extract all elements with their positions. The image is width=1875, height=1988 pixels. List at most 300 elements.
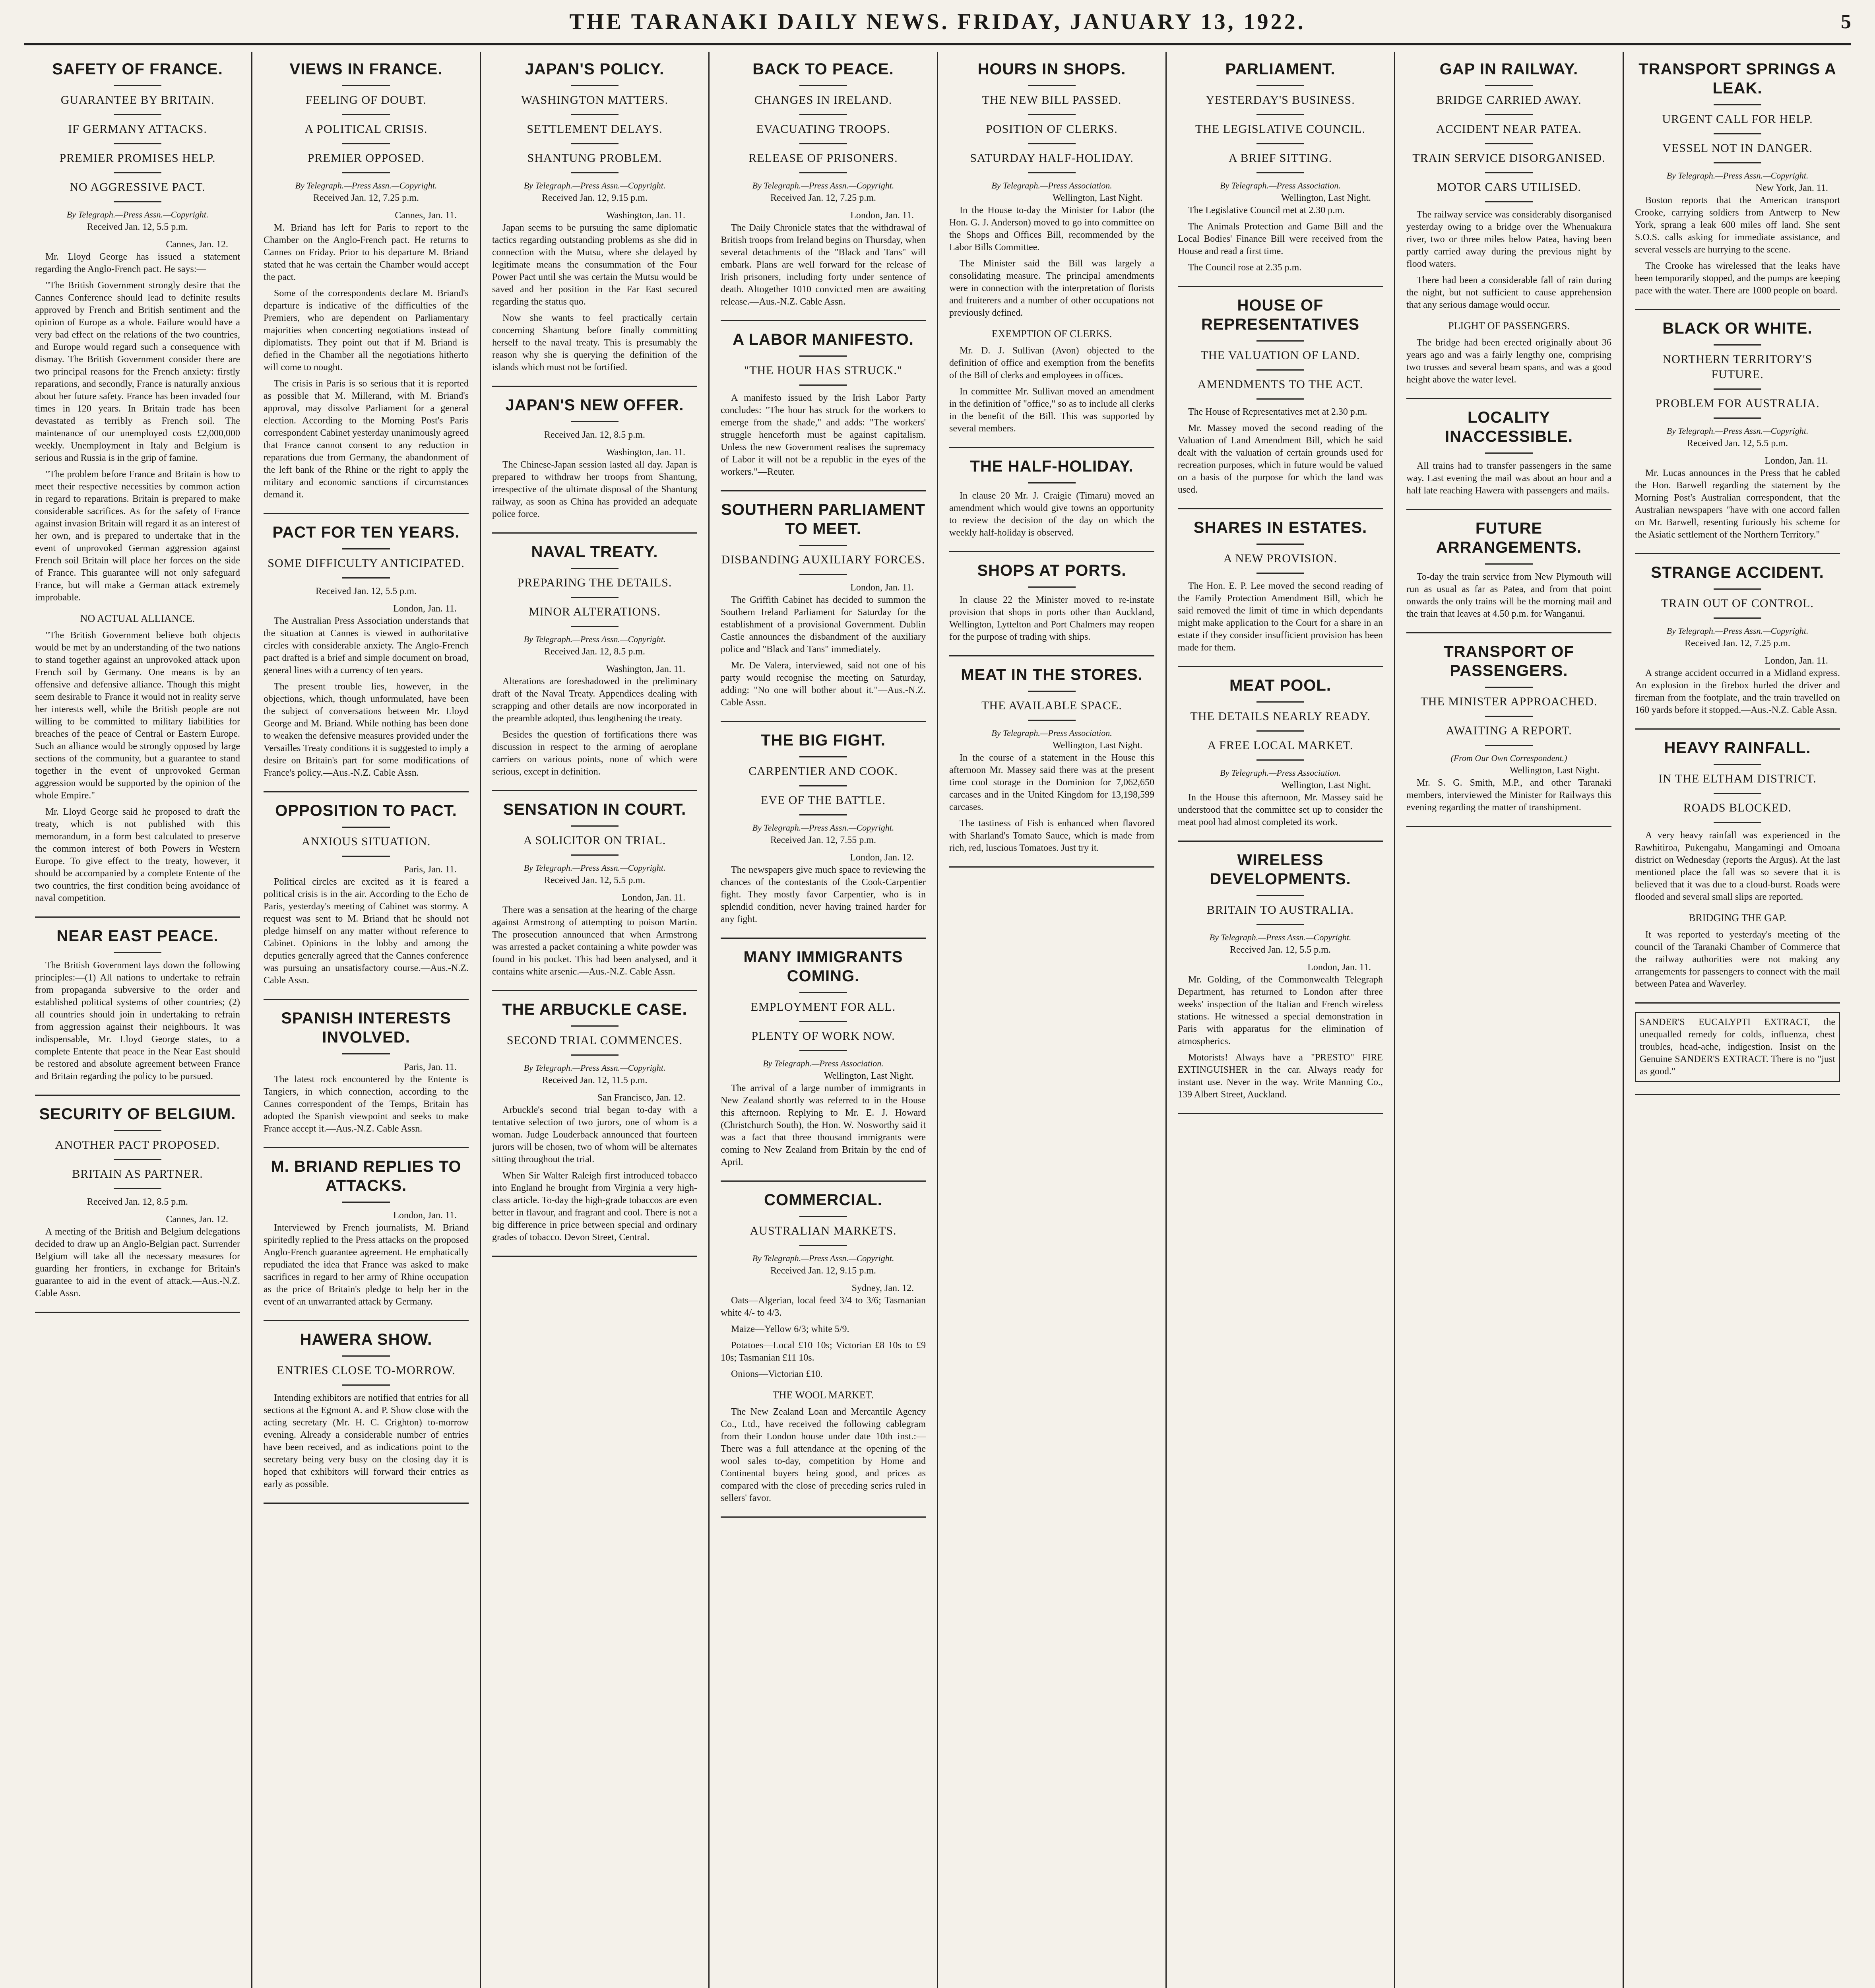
article xyxy=(264,1330,469,1491)
paragraph: The tastiness of Fish is enhanced when flavored with Sharland's Tomato Sauce, which is made from rich, red, luscious Tomatoes. Just try it. xyxy=(949,818,1154,853)
paragraph: In committee Mr. Sullivan moved an amendment in the definition of "office," so as to include all clerks in the benefit of the Bill. This was supported by several members. xyxy=(949,386,1154,434)
paragraph: Mr. Lucas announces in the Press that he cabled the Hon. Barwell regarding the statement by the Morning Post's Australian correspondent, that the Australian newspapers "have with one accord fallen on Mr. Barwell, resenting furiously his scheme for the Asiatic settlement of the Northern Territory." xyxy=(1635,468,1840,540)
headline-rule xyxy=(799,85,847,86)
article xyxy=(1635,60,1840,297)
subheading: SHANTUNG PROBLEM. xyxy=(527,151,662,165)
article-body xyxy=(1178,974,1383,1101)
byline: By Telegraph.—Press Assn.—Copyright. xyxy=(524,863,666,873)
column xyxy=(938,52,1167,1988)
subheading-rule xyxy=(1714,162,1761,163)
dateline: Wellington, Last Night. xyxy=(1052,193,1142,203)
headline-rule xyxy=(799,545,847,546)
headline: THE HALF-HOLIDAY. xyxy=(970,458,1134,475)
article-body xyxy=(264,1074,469,1135)
subheading: A POLITICAL CRISIS. xyxy=(304,122,428,136)
subheading: AWAITING A REPORT. xyxy=(1446,724,1572,737)
article-divider xyxy=(949,551,1154,552)
received-time: Received Jan. 12, 7.25 p.m. xyxy=(1685,638,1790,648)
article xyxy=(1178,676,1383,829)
paragraph: Potatoes—Local £10 10s; Victorian £8 10s to £9 10s; Tasmanian £11 10s. xyxy=(721,1340,926,1363)
subheading: SECOND TRIAL COMMENCES. xyxy=(506,1034,683,1047)
subheading-rule xyxy=(799,814,847,815)
article-body xyxy=(721,222,926,308)
received-time: Received Jan. 12, 5.5 p.m. xyxy=(87,222,188,232)
dateline: London, Jan. 11. xyxy=(850,210,914,221)
subheading-rule xyxy=(1485,172,1533,173)
column xyxy=(710,52,938,1988)
paragraph: Mr. S. G. Smith, M.P., and other Taranaki members, interviewed the Minister for Railways this evening regarding the matter of transhipment. xyxy=(1406,778,1611,813)
paragraph: The New Zealand Loan and Mercantile Agency Co., Ltd., have received the following cablegram from their London house under date 10th inst.:—There was a full attendance at the opening of the wool sales to-day, competition by Home and Continental buyers being good, and prices as compared with the close of preceding series ruled in sellers' favor. xyxy=(721,1407,926,1503)
byline: By Telegraph.—Press Assn.—Copyright. xyxy=(295,181,437,190)
subheading-rule xyxy=(342,172,390,173)
article xyxy=(949,561,1154,643)
paragraph: Oats—Algerian, local feed 3/4 to 3/6; Tasmanian white 4/- to 4/3. xyxy=(721,1295,926,1318)
headline-rule xyxy=(571,1025,619,1027)
article-body xyxy=(1635,667,1840,716)
dateline: Wellington, Last Night. xyxy=(824,1071,914,1081)
dateline: London, Jan. 11. xyxy=(393,604,457,614)
subheading: PROBLEM FOR AUSTRALIA. xyxy=(1655,397,1820,410)
paragraph: M. Briand has left for Paris to report to the Chamber on the Anglo-French pact. He returns to Cannes on Friday. Prior to his departure M. Briand stated that he was certain the Chamber would accept the pact. xyxy=(264,223,469,282)
received-time: Received Jan. 12, 8.5 p.m. xyxy=(544,646,645,657)
headline: OPPOSITION TO PACT. xyxy=(275,802,457,819)
article xyxy=(492,1000,697,1244)
subheading-rule xyxy=(1714,793,1761,794)
subheading-rule xyxy=(1256,369,1304,371)
byline: By Telegraph.—Press Assn.—Copyright. xyxy=(752,823,894,833)
subheading: ANXIOUS SITUATION. xyxy=(301,835,431,848)
headline: JAPAN'S NEW OFFER. xyxy=(505,396,684,414)
subheading: A BRIEF SITTING. xyxy=(1228,151,1332,165)
subheading-rule xyxy=(1485,143,1533,144)
subheading-rule xyxy=(799,384,847,386)
article-divider xyxy=(492,790,697,791)
masthead-rule xyxy=(24,43,1851,45)
paragraph: Mr. D. J. Sullivan (Avon) objected to the definition of office and exemption from the benefits of the Bill of clerks and employees in offices. xyxy=(949,346,1154,381)
subheading-rule xyxy=(799,143,847,144)
byline: By Telegraph.—Press Assn.—Copyright. xyxy=(1666,626,1809,636)
article-divider xyxy=(264,791,469,792)
headline: TRANSPORT OF PASSENGERS. xyxy=(1444,643,1574,679)
received-time: Received Jan. 12, 5.5 p.m. xyxy=(1230,945,1331,955)
article xyxy=(721,500,926,709)
headline: A LABOR MANIFESTO. xyxy=(733,331,914,348)
article-body xyxy=(35,251,240,604)
paragraph: Alterations are foreshadowed in the preliminary draft of the Naval Treaty. Appendices dealing with scrapping and other details are now incorporated in the preamble adopted, thus lengthening the treaty. xyxy=(492,676,697,724)
paragraph: The Minister said the Bill was largely a consolidating measure. The principal amendments were in connection with the interpretation of florists and fruiterers and a number of other occupations not previously defined. xyxy=(949,258,1154,318)
byline: By Telegraph.—Press Association. xyxy=(991,728,1112,738)
subheading-rule xyxy=(342,577,390,579)
article-body xyxy=(949,204,1154,319)
paragraph: The British Government lays down the following principles:—(1) All nations to undertake to refrain from propaganda subversive to the order and established political systems of other countries; (2) all countries should join in undertaking to refrain from aggression against their neighbours. It was indispensable, Mr. Lloyd George states, to a complete Entente that peace in the Near East should be restored and absolute agreement between France and Britain regarding the policy to be pursued. xyxy=(35,960,240,1081)
subheading: CARPENTIER AND COOK. xyxy=(748,765,898,778)
article-divider xyxy=(264,1320,469,1321)
article xyxy=(1406,408,1611,497)
dateline: Wellington, Last Night. xyxy=(1509,765,1600,776)
subheading-rule xyxy=(1256,172,1304,173)
subheading: THE AVAILABLE SPACE. xyxy=(981,699,1122,712)
section-heading: THE WOOL MARKET. xyxy=(772,1389,874,1401)
headline: SECURITY OF BELGIUM. xyxy=(39,1105,236,1123)
article-body xyxy=(1178,204,1383,274)
article-body xyxy=(1406,209,1611,311)
headline-rule xyxy=(1028,691,1076,692)
paragraph: It was reported to yesterday's meeting of the council of the Taranaki Chamber of Commerce that the railway authorities were not making any arrangements for passengers to connect with the mail between Patea and Waverley. xyxy=(1635,930,1840,989)
received-time: Received Jan. 12, 7.55 p.m. xyxy=(770,835,876,845)
byline: By Telegraph.—Press Assn.—Copyright. xyxy=(752,1253,894,1263)
article-divider xyxy=(949,655,1154,656)
article xyxy=(1406,519,1611,620)
subheading: ROADS BLOCKED. xyxy=(1683,801,1792,814)
article-divider xyxy=(264,513,469,514)
article xyxy=(1406,642,1611,814)
subheading: IF GERMANY ATTACKS. xyxy=(68,122,207,136)
dateline: London, Jan. 11. xyxy=(850,582,914,593)
column xyxy=(481,52,710,1988)
article-divider xyxy=(1406,632,1611,633)
subheading: EVACUATING TROOPS. xyxy=(756,122,890,136)
dateline: Wellington, Last Night. xyxy=(1052,740,1142,751)
headline-rule xyxy=(1485,687,1533,688)
article xyxy=(949,665,1154,854)
byline: By Telegraph.—Press Assn.—Copyright. xyxy=(1209,932,1351,942)
article xyxy=(1635,563,1840,716)
paragraph: A meeting of the British and Belgium delegations decided to draw up an Anglo-Belgian pact. Surrender Belgium will take all the necessary measures for guarding her frontiers, in exchange for Britain's guarantee to aid in the event of attack.—Aus.-N.Z. Cable Assn. xyxy=(35,1227,240,1299)
subheading-rule xyxy=(114,1159,161,1160)
article-body xyxy=(35,1226,240,1300)
subheading: A SOLICITOR ON TRIAL. xyxy=(523,834,666,847)
headline-rule xyxy=(1714,588,1761,590)
subheading: SETTLEMENT DELAYS. xyxy=(527,122,663,136)
subheading: DISBANDING AUXILIARY FORCES. xyxy=(721,553,925,566)
page-number: 5 xyxy=(1841,10,1851,33)
headline-rule xyxy=(1256,544,1304,545)
headline-rule xyxy=(799,1216,847,1217)
article xyxy=(721,947,926,1169)
subheading: BRITAIN AS PARTNER. xyxy=(72,1167,203,1180)
subheading-rule xyxy=(1256,730,1304,732)
article-body xyxy=(949,594,1154,643)
paragraph: When Sir Walter Raleigh first introduced tobacco into England he brought from Virginia a very high-class article. To-day the high-grade tobaccos are even better in flavour, and fragrant and cool. There is not a big difference in price between special and ordinary grades of tobacco. Devon Street, Central. xyxy=(492,1171,697,1242)
received-time: Received Jan. 12, 5.5 p.m. xyxy=(544,875,645,885)
article-body xyxy=(1178,406,1383,496)
section-heading: EXEMPTION OF CLERKS. xyxy=(991,328,1112,340)
dateline: Cannes, Jan. 12. xyxy=(166,239,228,250)
paragraph: In the course of a statement in the House this afternoon Mr. Massey said there was at the present time cool storage in the Dominion for 7,062,650 carcases and in the United Kingdom for 13,198,599 carcases. xyxy=(949,753,1154,812)
headline-rule xyxy=(342,1202,390,1203)
received-time: Received Jan. 12, 9.15 p.m. xyxy=(542,193,648,203)
subheading-rule xyxy=(571,597,619,598)
byline: By Telegraph.—Press Assn.—Copyright. xyxy=(1666,171,1809,181)
paragraph: A manifesto issued by the Irish Labor Party concludes: "The hour has struck for the workers to emerge from the shade," and adds: "The workers' struggle henceforth must be against capitalism. Unless the new Government realises the supremacy of Labor it will not be a republic in the eyes of the workers."—Reuter. xyxy=(721,393,926,477)
dateline: Paris, Jan. 11. xyxy=(403,864,457,875)
paragraph: In clause 22 the Minister moved to re-instate provision that shops in ports other than Auckland, Wellington, Lyttelton and Port Chalmers may reopen for the purpose of trading with ships. xyxy=(949,595,1154,642)
paragraph: In the House this afternoon, Mr. Massey said he understood that the committee set up to consider the meat pool had almost completed its work. xyxy=(1178,792,1383,827)
paragraph: Motorists! Always have a "PRESTO" FIRE EXTINGUISHER in the car. Always ready for instant use. Never in the way. Write Manning Co., 139 Albert Street, Auckland. xyxy=(1178,1052,1383,1100)
paragraph: Mr. Lloyd George said he proposed to draft the treaty, which is not published with this memorandum, in a form best calculated to preserve the common interest of both Powers in Western Europe. To give effect to the treaty, however, it should be accompanied by a complete Entente of the two countries, the first condition being avoidance of naval competition. xyxy=(35,807,240,903)
dateline: Paris, Jan. 11. xyxy=(403,1062,457,1072)
subheading: MOTOR CARS UTILISED. xyxy=(1437,181,1581,194)
paragraph: "The British Government strongly desire that the Cannes Conference should lead to definite results approved by French and British sentiment and the opinion of Europe as a whole. Failure would have a very bad effect on the relations of the two countries, and Europe would regard such a consequence with dismay. The British Government consider there are two principal reasons for the French anxiety: firstly reparations, and secondly, France is naturally anxious about her future safety. France has been invaded four times in 120 years. In Britain trade has been devastated as terribly as French soil. The maintenance of our unemployed costs £2,000,000 weekly. Unemployment in Italy and Belgium is serious and Russia is in the grip of famine. xyxy=(35,280,240,463)
article-divider xyxy=(264,1147,469,1148)
subheading-rule xyxy=(1256,924,1304,925)
paragraph: Mr. Massey moved the second reading of the Valuation of Land Amendment Bill, which he said dealt with the valuation of certain grounds used for recreation purposes, which in future would be valued on a basis of the purpose for which the land was used. xyxy=(1178,423,1383,495)
article-divider xyxy=(35,1095,240,1096)
dateline: Washington, Jan. 11. xyxy=(606,447,685,458)
article xyxy=(35,1105,240,1300)
article-body xyxy=(949,752,1154,854)
article-body xyxy=(35,629,240,905)
subheading: TRAIN SERVICE DISORGANISED. xyxy=(1412,151,1605,165)
subheading: PREPARING THE DETAILS. xyxy=(517,576,672,589)
headline: THE BIG FIGHT. xyxy=(761,732,886,749)
article-body xyxy=(1635,194,1840,297)
article-divider xyxy=(492,1256,697,1257)
subheading: THE VALUATION OF LAND. xyxy=(1200,349,1360,362)
paragraph: The newspapers give much space to reviewing the chances of the contestants of the Cook-Carpentier fight. They mostly favor Carpentier, who is in splendid condition, never having trained harder for any fight. xyxy=(721,865,926,924)
dateline: Washington, Jan. 11. xyxy=(606,210,685,221)
headline-rule xyxy=(1485,452,1533,454)
article-body xyxy=(721,1082,926,1169)
headline: MEAT POOL. xyxy=(1229,677,1331,694)
article-divider xyxy=(1635,309,1840,310)
article-body xyxy=(264,1222,469,1308)
received-time: Received Jan. 12, 5.5 p.m. xyxy=(1687,438,1788,448)
byline: By Telegraph.—Press Assn.—Copyright. xyxy=(524,634,666,644)
headline-rule xyxy=(1714,344,1761,346)
paragraph: Now she wants to feel practically certain concerning Shantung before finally committing herself to the naval treaty. This is presumably the reason why she is querying the definition of the islands which must not be fortified. xyxy=(492,313,697,373)
subheading-rule xyxy=(799,1245,847,1246)
subheading-rule xyxy=(799,1021,847,1022)
article xyxy=(1178,60,1383,274)
article xyxy=(35,926,240,1083)
dateline: Washington, Jan. 11. xyxy=(606,664,685,674)
column xyxy=(1624,52,1851,1988)
article-divider xyxy=(1635,1094,1840,1095)
article xyxy=(949,457,1154,539)
subheading-rule xyxy=(1256,398,1304,400)
subheading-rule xyxy=(1714,617,1761,619)
article-body xyxy=(1406,777,1611,814)
article xyxy=(1178,296,1383,496)
article-divider xyxy=(1635,728,1840,730)
headline-rule xyxy=(1256,340,1304,342)
subheading: EMPLOYMENT FOR ALL. xyxy=(750,1000,896,1013)
subheading: THE DETAILS NEARLY READY. xyxy=(1190,710,1371,723)
byline: By Telegraph.—Press Assn.—Copyright. xyxy=(524,1063,666,1073)
article-body xyxy=(721,1295,926,1380)
dateline: London, Jan. 11. xyxy=(1764,656,1828,666)
subheading: A NEW PROVISION. xyxy=(1223,552,1338,565)
subheading: MINOR ALTERATIONS. xyxy=(529,605,661,618)
headline: THE ARBUCKLE CASE. xyxy=(502,1001,687,1018)
headline-rule xyxy=(1256,701,1304,703)
headline: WIRELESS DEVELOPMENTS. xyxy=(1210,851,1351,888)
headline-rule xyxy=(571,825,619,827)
subheading-rule xyxy=(1256,573,1304,574)
subheading-rule xyxy=(114,1188,161,1189)
article-body xyxy=(264,615,469,779)
paragraph: The Griffith Cabinet has decided to summon the Southern Ireland Parliament for Saturday for the establishment of a provisional Government. Dublin Castle announces the disbandment of the auxiliary police and "Black and Tans" immediately. xyxy=(721,595,926,654)
article-divider xyxy=(1178,666,1383,667)
article-body xyxy=(1635,829,1840,903)
article-body xyxy=(1635,467,1840,541)
subheading: THE NEW BILL PASSED. xyxy=(982,93,1122,107)
received-time: Received Jan. 12, 8.5 p.m. xyxy=(87,1197,188,1207)
subheading: BRITAIN TO AUSTRALIA. xyxy=(1207,903,1354,916)
article-divider xyxy=(35,916,240,918)
byline: By Telegraph.—Press Assn.—Copyright. xyxy=(66,210,209,219)
subheading: THE MINISTER APPROACHED. xyxy=(1420,695,1598,708)
article-divider xyxy=(949,447,1154,448)
headline: MEAT IN THE STORES. xyxy=(961,666,1143,683)
subheading-rule xyxy=(114,201,161,202)
subheading-rule xyxy=(1028,114,1076,115)
paragraph: A strange accident occurred in a Midland express. An explosion in the firebox hurled the driver and fireman from the footplate, and the train travelled on 160 yards before it stopped.—Aus.-N.Z. Cable Assn. xyxy=(1635,668,1840,715)
headline-rule xyxy=(799,355,847,357)
headline-rule xyxy=(1714,764,1761,765)
column xyxy=(24,52,252,1988)
columns-container xyxy=(24,52,1851,1988)
paragraph: The present trouble lies, however, in the objections, which, though unformulated, have been the subject of conversations between Mr. Lloyd George and M. Briand. While nothing has been done to weaken the defensive measures provided under the Versailles Treaty conditions it is suggested to imply a desire on Britain's part for some modifications of France's policy.—Aus.-N.Z. Cable Assn. xyxy=(264,681,469,778)
subheading-rule xyxy=(571,172,619,173)
dateline: Sydney, Jan. 12. xyxy=(851,1283,914,1293)
subheading-rule xyxy=(799,1050,847,1051)
subheading: A FREE LOCAL MARKET. xyxy=(1207,739,1353,752)
headline: COMMERCIAL. xyxy=(764,1191,882,1209)
subheading: "THE HOUR HAS STRUCK." xyxy=(744,364,903,377)
article-body xyxy=(492,904,697,978)
section-heading: BRIDGING THE GAP. xyxy=(1689,912,1786,924)
received-time: Received Jan. 12, 8.5 p.m. xyxy=(544,430,645,440)
dateline: Wellington, Last Night. xyxy=(1281,780,1371,790)
subheading-rule xyxy=(342,143,390,144)
subheading: CHANGES IN IRELAND. xyxy=(754,93,892,107)
subheading-rule xyxy=(114,143,161,144)
subheading: AUSTRALIAN MARKETS. xyxy=(750,1224,897,1237)
article-body xyxy=(721,594,926,709)
paragraph: The bridge had been erected originally about 36 years ago and was a fairly lengthy one, comprising two trusses and several beam spans, and was a good height above the water level. xyxy=(1406,338,1611,385)
subheading-rule xyxy=(1714,417,1761,419)
subheading-rule xyxy=(1485,114,1533,115)
headline: SHARES IN ESTATES. xyxy=(1193,519,1367,536)
subheading: POSITION OF CLERKS. xyxy=(986,122,1118,136)
received-time: Received Jan. 12, 5.5 p.m. xyxy=(316,586,417,596)
article-divider xyxy=(1406,826,1611,827)
subheading-rule xyxy=(114,114,161,115)
article-divider xyxy=(1178,286,1383,287)
headline-rule xyxy=(1256,895,1304,896)
headline: SOUTHERN PARLIAMENT TO MEET. xyxy=(721,501,925,538)
headline: NEAR EAST PEACE. xyxy=(56,927,219,945)
subheading: PREMIER PROMISES HELP. xyxy=(59,151,216,165)
article-divider xyxy=(1406,398,1611,399)
paragraph: Mr. Lloyd George has issued a statement regarding the Anglo-French pact. He says:— xyxy=(35,252,240,274)
subheading: PREMIER OPPOSED. xyxy=(307,151,425,165)
article xyxy=(949,60,1154,435)
article-body xyxy=(264,222,469,501)
headline-rule xyxy=(1256,85,1304,86)
article-body xyxy=(1178,580,1383,654)
byline: By Telegraph.—Press Association. xyxy=(991,181,1112,190)
article-divider xyxy=(35,1312,240,1313)
dateline: Cannes, Jan. 12. xyxy=(166,1214,228,1225)
article xyxy=(1635,1012,1840,1082)
article-body xyxy=(721,864,926,926)
subheading: TRAIN OUT OF CONTROL. xyxy=(1661,597,1814,610)
masthead-title: THE TARANAKI DAILY NEWS. FRIDAY, JANUARY 13, 1922. xyxy=(569,10,1306,34)
subheading-rule xyxy=(571,854,619,856)
dateline: London, Jan. 11. xyxy=(1764,456,1828,466)
headline-rule xyxy=(571,568,619,569)
headline-rule xyxy=(571,85,619,86)
dateline: Cannes, Jan. 11. xyxy=(395,210,457,221)
headline-rule xyxy=(342,1053,390,1054)
article xyxy=(721,1190,926,1505)
subheading-rule xyxy=(799,114,847,115)
article-divider xyxy=(721,1516,926,1518)
headline-rule xyxy=(1485,85,1533,86)
article-divider xyxy=(721,938,926,939)
subheading: ACCIDENT NEAR PATEA. xyxy=(1436,122,1582,136)
subheading-rule xyxy=(799,172,847,173)
headline: TRANSPORT SPRINGS A LEAK. xyxy=(1638,60,1836,97)
headline-rule xyxy=(1714,104,1761,105)
headline-rule xyxy=(114,85,161,86)
headline-rule xyxy=(799,992,847,993)
subheading: WASHINGTON MATTERS. xyxy=(521,93,669,107)
received-time: Received Jan. 12, 7.25 p.m. xyxy=(770,193,876,203)
article xyxy=(1635,738,1840,990)
headline-rule xyxy=(342,85,390,86)
article-divider xyxy=(1178,841,1383,842)
subheading-rule xyxy=(799,785,847,786)
headline-rule xyxy=(342,1355,390,1357)
paragraph: The House of Representatives met at 2.30 p.m. xyxy=(1188,407,1367,417)
subheading: RELEASE OF PRISONERS. xyxy=(748,151,898,165)
headline: SENSATION IN COURT. xyxy=(503,801,686,818)
article-body xyxy=(1406,571,1611,620)
byline: By Telegraph.—Press Assn.—Copyright. xyxy=(752,181,894,190)
section-heading: NO ACTUAL ALLIANCE. xyxy=(80,613,195,624)
article-divider xyxy=(492,990,697,991)
paragraph: In clause 20 Mr. J. Craigie (Timaru) moved an amendment which would give towns an opportunity to review the decision of the day on which the weekly half-holiday is observed. xyxy=(949,491,1154,538)
paragraph: Interviewed by French journalists, M. Briand spiritedly replied to the Press attacks on the proposed Anglo-French guarantee agreement. He emphatically repudiated the idea that France was asked to make sacrifices in regard to her army of Rhine occupation as the price of Britain's pledge to help her in the event of an unwarranted attack by Germany. xyxy=(264,1223,469,1307)
byline: By Telegraph.—Press Association. xyxy=(1220,181,1341,190)
headline-rule xyxy=(1028,586,1076,588)
subheading-rule xyxy=(342,856,390,857)
paragraph: The Daily Chronicle states that the withdrawal of British troops from Ireland begins on Thursday, when several detachments of the "Black and Tans" will embark. Plans are well forward for the release of Irish prisoners, including forty under sentence of death. Altogether 1010 convicted men are awaiting release.—Aus.-N.Z. Cable Assn. xyxy=(721,223,926,307)
headline: PACT FOR TEN YEARS. xyxy=(272,524,460,541)
article-body xyxy=(1178,792,1383,829)
article-divider xyxy=(721,721,926,722)
subheading-rule xyxy=(1714,388,1761,390)
paragraph: The Crooke has wirelessed that the leaks have been temporarily stopped, and the pumps are keeping pace with the water. There are 1000 people on board. xyxy=(1635,261,1840,296)
article xyxy=(1635,319,1840,541)
article xyxy=(492,800,697,978)
article xyxy=(721,330,926,478)
article-body xyxy=(1406,460,1611,497)
article xyxy=(1178,518,1383,654)
article xyxy=(264,1157,469,1308)
article xyxy=(492,542,697,778)
article-divider xyxy=(721,320,926,321)
paragraph: The Australian Press Association understands that the situation at Cannes is viewed in authoritative circles with considerable anxiety. The Anglo-French pact drafted is a brief and simple document on broad, general lines with a currency of ten years. xyxy=(264,616,469,676)
article-body xyxy=(264,876,469,987)
article-divider xyxy=(721,1180,926,1182)
dateline: London, Jan. 12. xyxy=(850,852,914,863)
subheading: ANOTHER PACT PROPOSED. xyxy=(55,1138,220,1151)
